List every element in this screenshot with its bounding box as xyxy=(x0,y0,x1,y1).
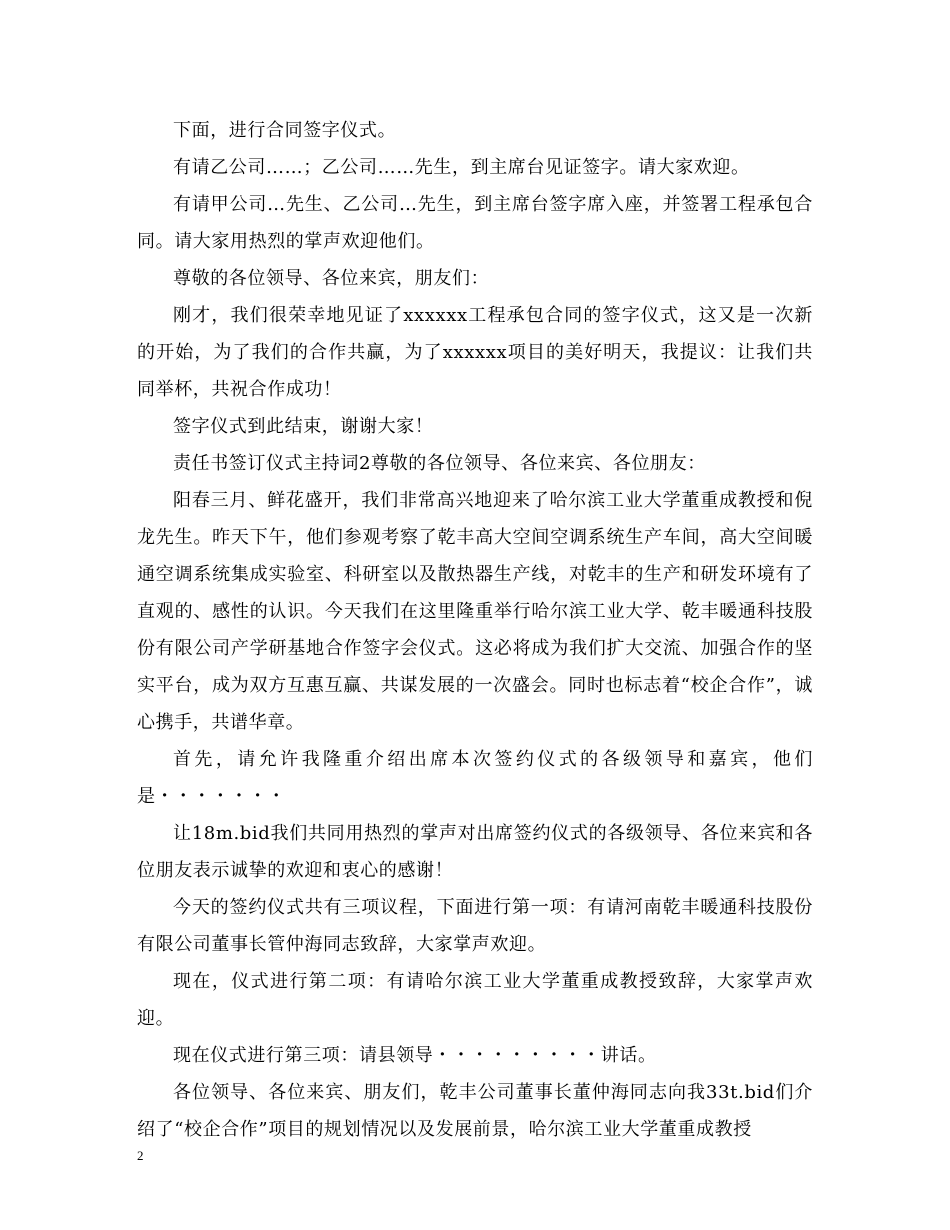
paragraph: 责任书签订仪式主持词2尊敬的各位领导、各位来宾、各位朋友： xyxy=(173,453,706,474)
paragraph: 现在仪式进行第三项：请县领导・・・・・・・・・讲话。 xyxy=(173,1045,657,1066)
paragraph: 签字仪式到此结束，谢谢大家！ xyxy=(173,416,434,437)
paragraph: 有请乙公司……；乙公司……先生，到主席台见证签字。请大家欢迎。 xyxy=(173,157,750,178)
paragraph: 各位领导、各位来宾、朋友们，乾丰公司董事长董仲海同志向我33t.bid们介绍了“校企合作”项目的规划情况以及发展前景，哈尔滨工业大学董重成教授 xyxy=(137,1082,813,1140)
paragraph: 刚才，我们很荣幸地见证了xxxxxx工程承包合同的签字仪式，这又是一次新的开始，为了我们的合作共赢，为了xxxxxx项目的美好明天，我提议：让我们共同举杯，共祝合作成功！ xyxy=(137,305,813,400)
paragraph: 首先，请允许我隆重介绍出席本次签约仪式的各级领导和嘉宾，他们是・・・・・・・ xyxy=(137,749,813,807)
paragraph: 阳春三月、鲜花盛开，我们非常高兴地迎来了哈尔滨工业大学董重成教授和倪龙先生。昨天下午，他们参观考察了乾丰高大空间空调系统生产车间，高大空间暖通空调系统集成实验室、科研室以及散热器生产线，对乾丰的生产和研发环境有了直观的、感性的认识。今天我们在这里隆重举行哈尔滨工业大学、乾丰暖通科技股份有限公司产学研基地合作签字会仪式。这必将成为我们扩大交流、加强合作的坚实平台，成为双方互惠互赢、共谋发展的一次盛会。同时也标志着“校企合作”，诚心携手，共谱华章。 xyxy=(137,490,813,733)
paragraph: 有请甲公司…先生、乙公司…先生，到主席台签字席入座，并签署工程承包合同。请大家用热烈的掌声欢迎他们。 xyxy=(137,194,813,252)
paragraph: 尊敬的各位领导、各位来宾，朋友们： xyxy=(173,268,490,289)
paragraph: 让18m.bid我们共同用热烈的掌声对出席签约仪式的各级领导、各位来宾和各位朋友表示诚挚的欢迎和衷心的感谢！ xyxy=(137,823,813,881)
page-number: 2 xyxy=(137,1148,144,1163)
paragraph: 现在，仪式进行第二项：有请哈尔滨工业大学董重成教授致辞，大家掌声欢迎。 xyxy=(137,971,813,1029)
paragraph: 下面，进行合同签字仪式。 xyxy=(173,120,397,141)
paragraph: 今天的签约仪式共有三项议程，下面进行第一项：有请河南乾丰暖通科技股份有限公司董事长管仲海同志致辞，大家掌声欢迎。 xyxy=(137,897,813,955)
document-body xyxy=(137,112,813,1148)
